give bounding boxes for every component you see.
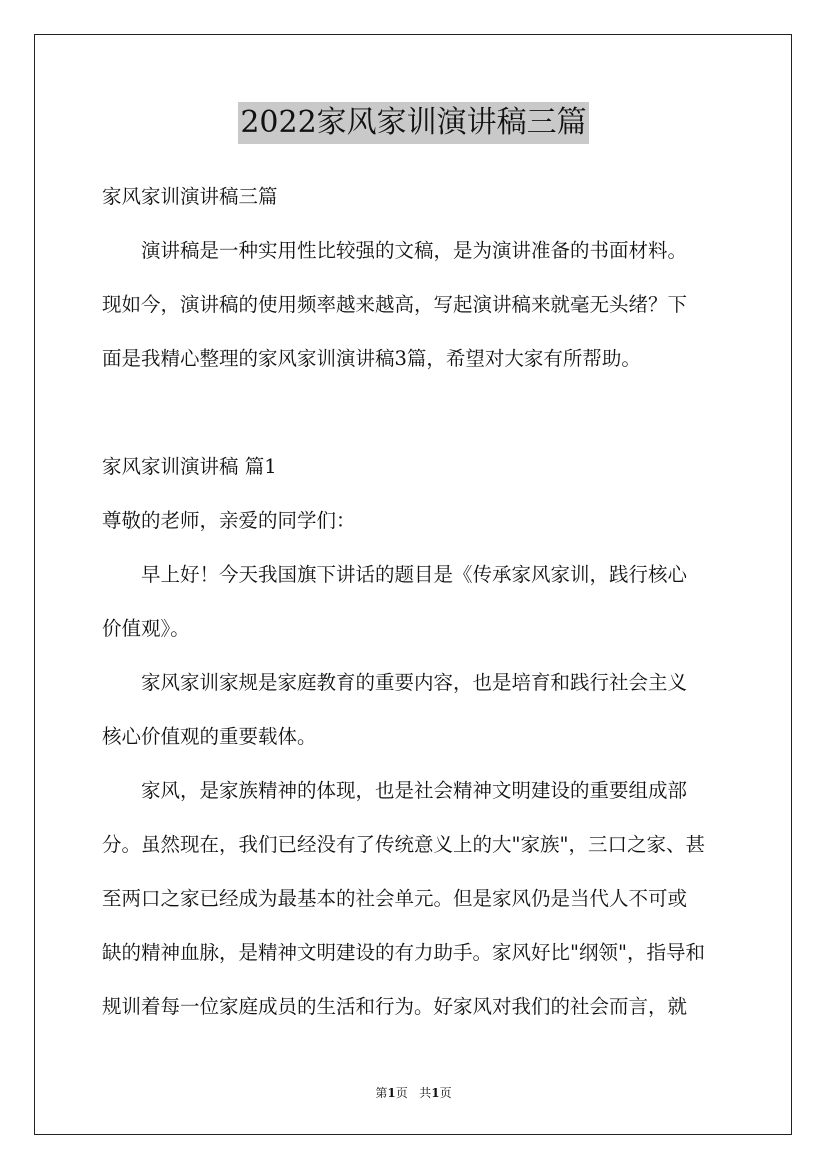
document-title [0,102,827,144]
document-body [102,170,726,1034]
blank-line [102,386,726,440]
paragraph-line: 家风家训家规是家庭教育的重要内容，也是培育和践行社会主义 [141,671,688,694]
paragraph-line: 早上好！今天我国旗下讲话的题目是《传承家风家训，践行核心 [141,563,688,586]
paragraph-line: 核心价值观的重要载体。 [102,725,317,748]
total-label-suffix: 页 [439,1086,452,1100]
paragraph-line: 规训着每一位家庭成员的生活和行为。好家风对我们的社会而言，就 [102,995,688,1018]
document-title-text: 2022家风家训演讲稿三篇 [238,102,588,144]
salutation-line: 尊敬的老师，亲爱的同学们： [102,509,356,532]
paragraph-line: 至两口之家已经成为最基本的社会单元。但是家风仍是当代人不可或 [102,887,688,910]
paragraph-line: 家风，是家族精神的体现，也是社会精神文明建设的重要组成部 [141,779,688,802]
section-heading: 家风家训演讲稿 篇1 [102,455,277,478]
page-number: 1 [387,1086,396,1100]
total-pages: 1 [431,1086,440,1100]
page-label-suffix: 页 [395,1086,408,1100]
paragraph-line: 现如今，演讲稿的使用频率越来越高，写起演讲稿来就毫无头绪？下 [102,293,688,316]
total-label-prefix: 共 [419,1086,432,1100]
paragraph-line: 演讲稿是一种实用性比较强的文稿，是为演讲准备的书面材料。 [141,239,688,262]
paragraph-line: 面是我精心整理的家风家训演讲稿3篇，希望对大家有所帮助。 [102,347,641,370]
paragraph-line: 缺的精神血脉，是精神文明建设的有力助手。家风好比"纲领"，指导和 [102,941,705,964]
page-footer [0,1084,827,1101]
paragraph-line: 价值观》。 [102,617,190,640]
page-label-prefix: 第 [375,1086,388,1100]
subtitle-line: 家风家训演讲稿三篇 [102,185,278,208]
paragraph-line: 分。虽然现在，我们已经没有了传统意义上的大"家族"，三口之家、甚 [102,833,705,856]
